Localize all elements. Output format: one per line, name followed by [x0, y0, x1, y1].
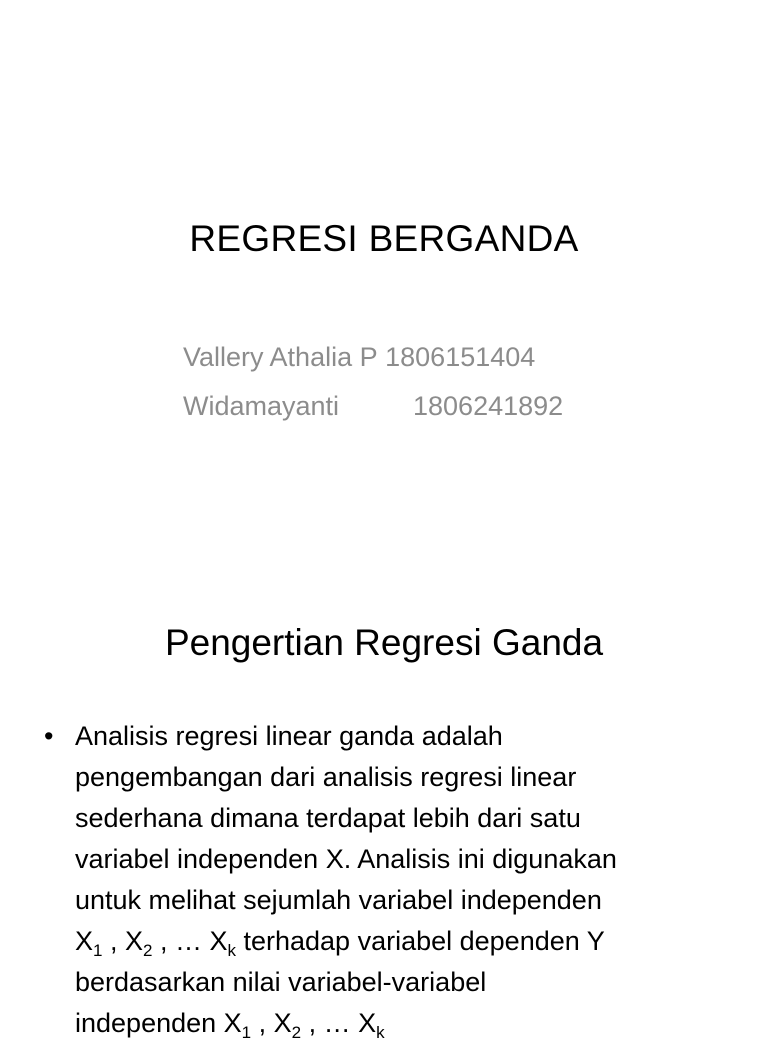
author-row [183, 382, 563, 431]
author-list [183, 333, 563, 431]
paragraph-line: pengembangan dari analisis regresi linear [75, 762, 577, 792]
bullet-icon: • [44, 721, 54, 751]
paragraph-line [75, 921, 724, 962]
author-id: 1806151404 [385, 342, 536, 372]
bullet-list [44, 716, 724, 1044]
subscript: k [227, 941, 236, 960]
author-row [183, 333, 563, 382]
paragraph-text: terhadap variabel dependen Y [235, 926, 605, 956]
presentation-title: REGRESI BERGANDA [189, 218, 579, 259]
content-slide [0, 576, 768, 1042]
separator: , X [251, 1008, 292, 1038]
paragraph-line: untuk melihat sejumlah variabel independen [75, 885, 602, 915]
author-id: 1806241892 [413, 391, 564, 421]
paragraph-line [75, 1003, 724, 1044]
separator: , X [102, 926, 143, 956]
subscript: 2 [143, 941, 153, 960]
subscript: 2 [291, 1023, 302, 1042]
slide-title: Pengertian Regresi Ganda [164, 622, 604, 663]
subscript: 1 [241, 1023, 252, 1042]
separator: , … X [152, 926, 228, 956]
subscript: 1 [93, 941, 103, 960]
paragraph-line: variabel independen X. Analisis ini digunakan [75, 844, 617, 874]
subscript: k [376, 1023, 385, 1042]
paragraph-text: independen X [75, 1008, 242, 1038]
paragraph-line: berdasarkan nilai variabel-variabel [75, 967, 487, 997]
bullet-item [44, 716, 724, 1044]
author-name: Vallery Athalia P [183, 342, 378, 372]
separator: , … X [301, 1008, 377, 1038]
var-x: X [75, 926, 94, 956]
paragraph-line: sederhana dimana terdapat lebih dari satu [75, 803, 581, 833]
paragraph-line: Analisis regresi linear ganda adalah [75, 721, 503, 751]
author-name: Widamayanti [183, 391, 340, 421]
